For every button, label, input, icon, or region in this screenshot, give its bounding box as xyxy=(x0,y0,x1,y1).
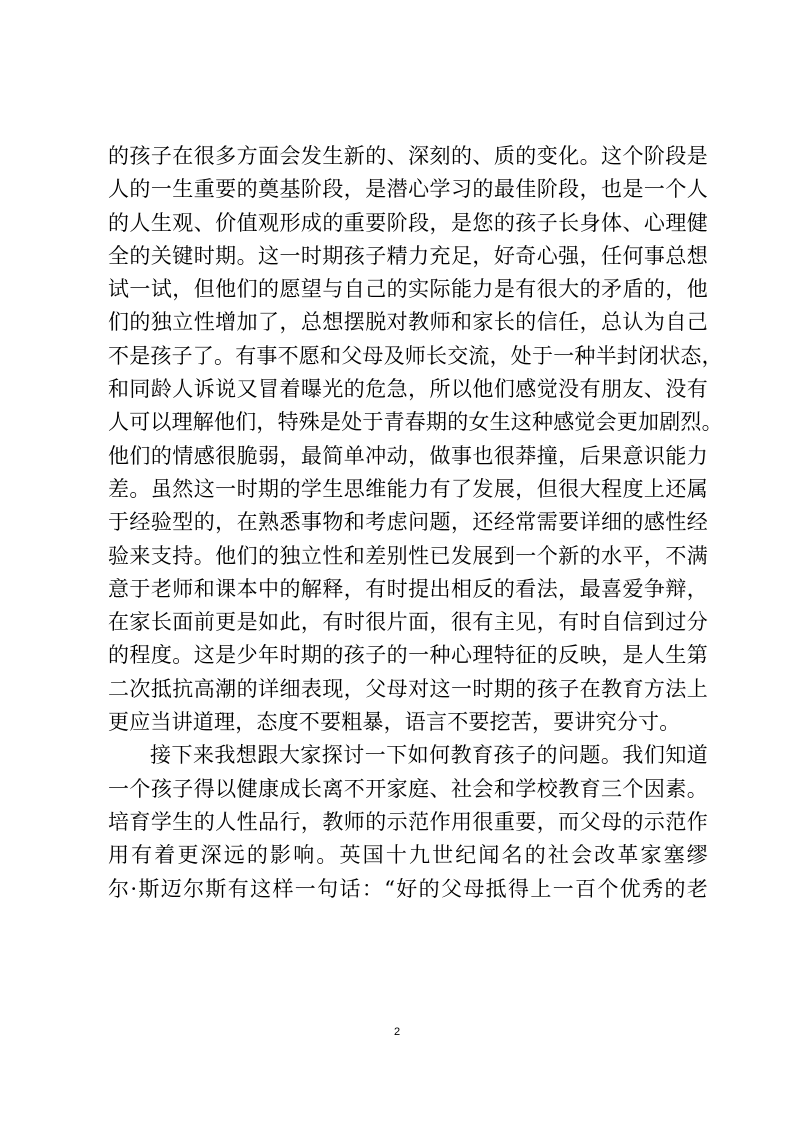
text-line: 的孩子在很多方面会发生新的、深刻的、质的变化。这个阶段是 xyxy=(108,144,708,168)
text-line: 人的一生重要的奠基阶段，是潜心学习的最佳阶段，也是一个人 xyxy=(108,177,708,202)
text-line: 他们的情感很脆弱，最简单冲动，做事也很莽撞，后果意识能力 xyxy=(108,443,708,468)
text-line: 验来支持。他们的独立性和差别性已发展到一个新的水平，不满 xyxy=(108,543,708,568)
text-line: 全的关键时期。这一时期孩子精力充足，好奇心强，任何事总想 xyxy=(108,243,708,268)
text-line: 们的独立性增加了，总想摆脱对教师和家长的信任，总认为自己 xyxy=(108,310,708,335)
text-line: 意于老师和课本中的解释，有时提出相反的看法，最喜爱争辩， xyxy=(108,576,708,601)
paragraph-1 xyxy=(108,140,723,739)
text-line: 不是孩子了。有事不愿和父母及师长交流，处于一种半封闭状态， xyxy=(108,343,723,368)
text-line: 人可以理解他们，特殊是处于青春期的女生这种感觉会更加剧烈。 xyxy=(108,410,723,435)
body-text xyxy=(108,140,723,906)
text-line: 试一试，但他们的愿望与自己的实际能力是有很大的矛盾的，他 xyxy=(108,277,708,302)
text-line: 更应当讲道理，态度不要粗暴，语言不要挖苦，要讲究分寸。 xyxy=(108,710,681,735)
text-line: 差。虽然这一时期的学生思维能力有了发展，但很大程度上还属 xyxy=(108,476,708,501)
text-line: 二次抵抗高潮的详细表现，父母对这一时期的孩子在教育方法上 xyxy=(108,676,708,701)
paragraph-2 xyxy=(108,739,708,905)
page-number: 2 xyxy=(393,1026,401,1038)
text-line: 和同龄人诉说又冒着曝光的危急，所以他们感觉没有朋友、没有 xyxy=(108,377,708,402)
text-line: 在家长面前更是如此，有时很片面，很有主见，有时自信到过分 xyxy=(108,610,708,635)
text-line: 的程度。这是少年时期的孩子的一种心理特征的反映，是人生第 xyxy=(108,643,708,668)
text-line: 于经验型的，在熟悉事物和考虑问题，还经常需要详细的感性经 xyxy=(108,510,708,535)
text-line: 的人生观、价值观形成的重要阶段，是您的孩子长身体、心理健 xyxy=(108,210,708,235)
text-line: 接下来我想跟大家探讨一下如何教育孩子的问题。我们知道 xyxy=(150,743,708,768)
text-line: 尔·斯迈尔斯有这样一句话：“好的父母抵得上一百个优秀的老 xyxy=(108,876,708,901)
text-line: 用有着更深远的影响。英国十九世纪闻名的社会改革家塞缪 xyxy=(108,843,708,868)
text-line: 一个孩子得以健康成长离不开家庭、社会和学校教育三个因素。 xyxy=(108,776,708,801)
text-line: 培育学生的人性品行，教师的示范作用很重要，而父母的示范作 xyxy=(108,809,708,834)
